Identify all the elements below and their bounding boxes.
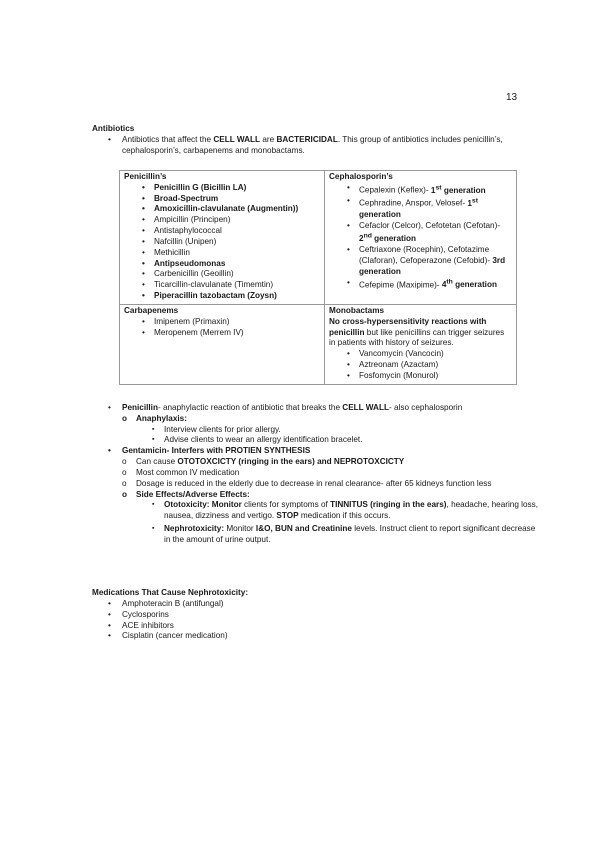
ototoxicity-item: ▪ Ototoxicity: Monitor clients for symptoms of TINNITUS (ringing in the ears), headache, hearing loss, nausea, dizziness and vertigo. STOP medication if this occurs. — [152, 500, 538, 522]
nephrotoxicity-item: • Cisplatin (cancer medication) — [108, 631, 228, 642]
gentamicin-item: o Most common IV medication — [122, 468, 538, 479]
penicillins-header: Penicillin’s — [124, 172, 167, 181]
monobactams-cell — [325, 304, 517, 384]
cephalosporins-cell — [325, 171, 517, 305]
carbapenem-item: • Imipenem (Primaxin) — [142, 317, 320, 328]
nephrotoxicity-item: ▪ Nephrotoxicity: Monitor I&O, BUN and Creatinine levels. Instruct client to report significant decrease in the amount of urine output. — [152, 524, 538, 546]
section-title: Antibiotics — [92, 124, 135, 133]
notes-section — [108, 403, 538, 546]
nephrotoxicity-title: Medications That Cause Nephrotoxicity: — [92, 588, 249, 597]
carbapenems-cell — [120, 304, 325, 384]
page-number: 13 — [506, 92, 518, 103]
penicillin-item: • Antistaphylococcal — [142, 226, 320, 237]
monobactam-item: • Fosfomycin (Monurol) — [347, 371, 512, 382]
carbapenem-item: • Meropenem (Merrem IV) — [142, 328, 320, 339]
antibiotics-table — [119, 170, 517, 385]
cephalosporin-item: • Cefaclor (Celcor), Cefotetan (Cefotan)- 2nd generation — [347, 221, 512, 245]
penicillin-item: • Broad-Spectrum — [142, 194, 320, 205]
penicillin-item: • Antipseudomonas — [142, 259, 320, 270]
penicillin-item: • Nafcillin (Unipen) — [142, 237, 320, 248]
penicillin-item: • Piperacillin tazobactam (Zoysn) — [142, 291, 320, 302]
nephrotoxicity-item: • ACE inhibitors — [108, 621, 228, 632]
intro-bactericidal: BACTERICIDAL — [276, 135, 338, 144]
nephrotoxicity-item: • Cyclosporins — [108, 610, 228, 621]
penicillin-item: • Carbenicillin (Geoillin) — [142, 269, 320, 280]
intro-are: are — [260, 135, 277, 144]
cephalosporin-item: • Cepalexin (Keflex)- 1st generation — [347, 183, 512, 197]
nephrotoxicity-item: • Amphoteracin B (antifungal) — [108, 599, 228, 610]
monobactam-item: • Vancomycin (Vancocin) — [347, 349, 512, 360]
anaphylaxis-item: ▪ Interview clients for prior allergy. — [152, 425, 538, 436]
nephrotoxicity-list — [108, 599, 228, 642]
monobactams-header: Monobactams — [329, 305, 385, 315]
penicillin-item: • Methicillin — [142, 248, 320, 259]
monobactams-note: No cross-hypersensitivity reactions with penicillin but like penicillins can trigger seizures in patients with history of seizures. — [329, 316, 505, 348]
carbapenems-header: Carbapenems — [124, 305, 179, 315]
intro-paragraph: • Antibiotics that affect the CELL WALL are BACTERICIDAL. This group of antibiotics includes penicillin’s, cephalosporin’s, carbapenems and monobactams. — [108, 135, 503, 155]
gentamicin-note: • Gentamicin- Interfers with PROTIEN SYNTHESIS — [108, 446, 538, 457]
side-effects-heading: o Side Effects/Adverse Effects: — [122, 490, 538, 501]
cephalosporin-item: • Ceftriaxone (Rocephin), Cefotazime (Claforan), Cefoperazone (Cefobid)- 3rd generation — [347, 245, 512, 277]
anaphylaxis-heading: o Anaphylaxis: — [122, 414, 538, 425]
penicillins-cell — [120, 171, 325, 305]
penicillin-item: • Ampicillin (Principen) — [142, 215, 320, 226]
penicillin-note: • Penicillin- anaphylactic reaction of antibiotic that breaks the CELL WALL- also cephalosporin — [108, 403, 538, 414]
cephalosporins-header: Cephalosporin’s — [329, 172, 393, 181]
penicillin-item: • Ticarcillin-clavulanate (Timemtin) — [142, 280, 320, 291]
monobactam-item: • Aztreonam (Azactam) — [347, 360, 512, 371]
anaphylaxis-item: ▪ Advise clients to wear an allergy identification bracelet. — [152, 435, 538, 446]
cephalosporin-item: • Cefepime (Maxipime)- 4th generation — [347, 278, 512, 292]
intro-text: Antibiotics that affect the — [122, 135, 214, 144]
penicillin-item: • Penicillin G (Bicillin LA) — [142, 183, 320, 194]
gentamicin-item: o Can cause OTOTOXCICTY (ringing in the ears) and NEPROTOXCICTY — [122, 457, 538, 468]
gentamicin-item: o Dosage is reduced in the elderly due to decrease in renal clearance- after 65 kidneys function less — [122, 479, 538, 490]
intro-cell-wall: CELL WALL — [213, 135, 261, 144]
intro-text-end: . This group of antibiotics includes penicillin’s, cephalosporin’s, carbapenems and monobactams. — [122, 135, 503, 155]
cephalosporin-item: • Cephradine, Anspor, Velosef- 1st generation — [347, 196, 512, 220]
penicillin-item: • Amoxicillin-clavulanate (Augmentin)) — [142, 204, 320, 215]
